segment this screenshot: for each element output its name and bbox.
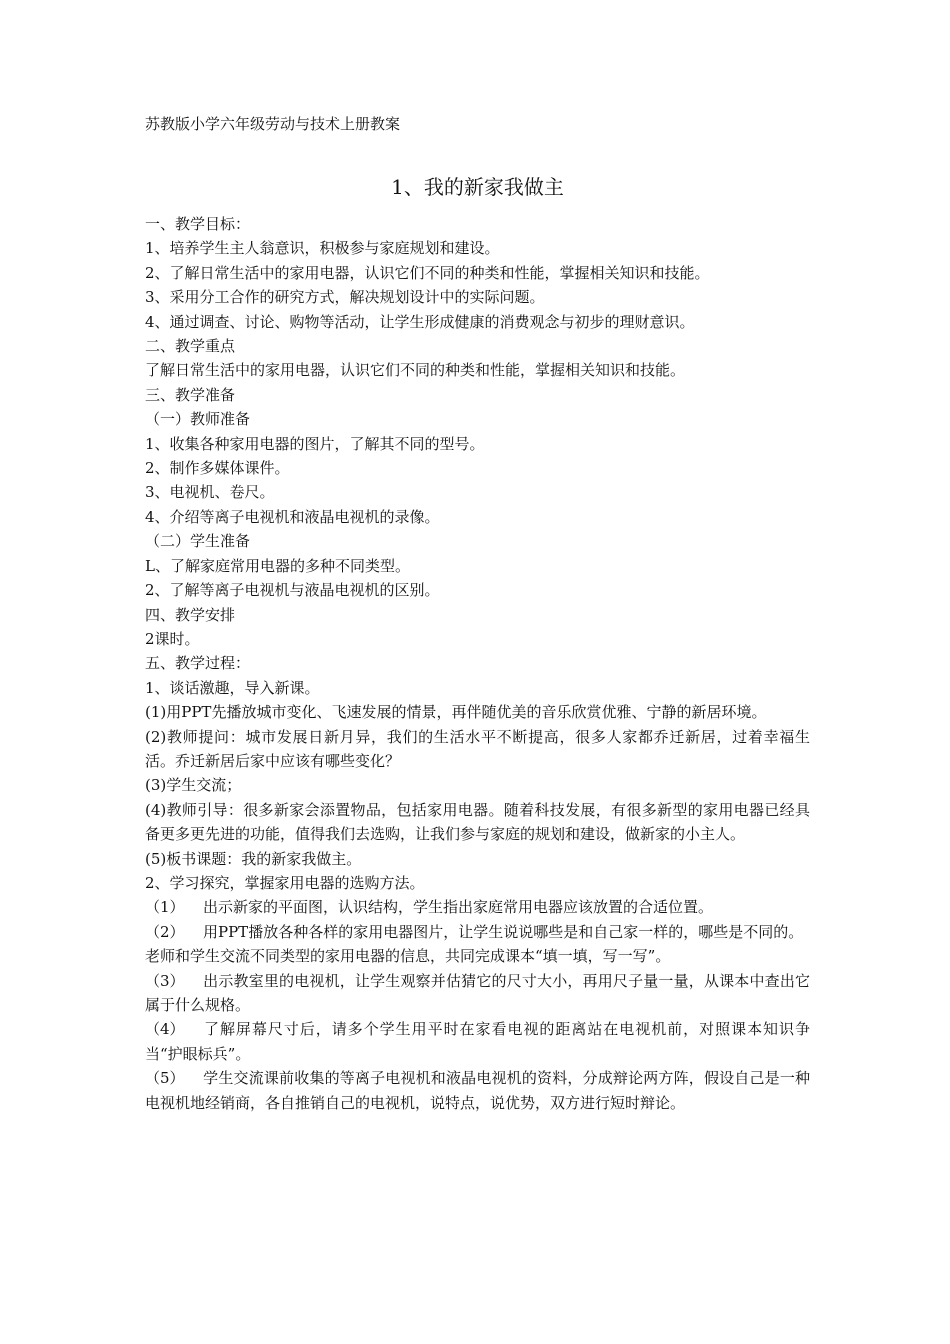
document-header: 苏教版小学六年级劳动与技术上册教案 xyxy=(145,115,401,133)
prep-item: 1、收集各种家用电器的图片，了解其不同的型号。 xyxy=(145,434,485,453)
schedule-text: 2课时。 xyxy=(145,629,200,648)
prep-item: 2、制作多媒体课件。 xyxy=(145,459,290,478)
process-substep: (4)教师引导：很多新家会添置物品，包括家用电器。随着科技发展，有很多新型的家用电器已经具备更多更先进的功能，值得我们去选购，让我们参与家庭的规划和建设，做新家的小主人。 xyxy=(145,800,810,844)
process-substep: (3)学生交流； xyxy=(145,776,242,795)
lesson-title: 1、我的新家我做主 xyxy=(391,175,564,199)
step-text: 学生交流课前收集的等离子电视机和液晶电视机的资料，分成辩论两方阵，假设自己是一种电视机地经销商，各自推销自己的电视机，说特点，说优势，双方进行短时辩论。 xyxy=(145,1069,810,1112)
prep-item: 2、了解等离子电视机与液晶电视机的区别。 xyxy=(145,581,440,600)
step-number: （1） xyxy=(145,898,185,917)
step-text: 了解屏幕尺寸后，请多个学生用平时在家看电视的距离站在电视机前，对照课本知识争当“护眼标兵”。 xyxy=(145,1020,810,1063)
section-heading-objectives: 一、教学目标： xyxy=(145,215,251,233)
objective-item: 1、培养学生主人翁意识，积极参与家庭规划和建设。 xyxy=(145,239,500,258)
process-substep: (5)板书课题：我的新家我做主。 xyxy=(145,849,362,868)
objective-item: 3、采用分工合作的研究方式，解决规划设计中的实际问题。 xyxy=(145,288,545,307)
subsection-heading-student-prep: （二）学生准备 xyxy=(145,532,251,551)
section-heading-key-points: 二、教学重点 xyxy=(145,337,236,356)
step-text: 用PPT播放各种各样的家用电器图片，让学生说说哪些是和自己家一样的，哪些是不同的。 xyxy=(203,922,804,941)
prep-item: 4、介绍等离子电视机和液晶电视机的录像。 xyxy=(145,507,440,526)
step-text: 出示新家的平面图，认识结构，学生指出家庭常用电器应该放置的合适位置。 xyxy=(203,898,714,917)
section-heading-preparation: 三、教学准备 xyxy=(145,385,236,404)
numbered-step xyxy=(145,1017,810,1066)
objective-item: 2、了解日常生活中的家用电器，认识它们不同的种类和性能，掌握相关知识和技能。 xyxy=(145,263,710,282)
section-heading-schedule: 四、教学安排 xyxy=(145,605,236,624)
objective-item: 4、通过调查、讨论、购物等活动，让学生形成健康的消费观念与初步的理财意识。 xyxy=(145,312,695,331)
step-number: （5） xyxy=(145,1069,185,1088)
process-substep: (1)用PPT先播放城市变化、飞速发展的情景，再伴随优美的音乐欣赏优雅、宁静的新居环境。 xyxy=(145,703,767,722)
numbered-step xyxy=(145,895,810,919)
process-step: 1、谈话激趣，导入新课。 xyxy=(145,678,320,697)
numbered-step xyxy=(145,1066,810,1115)
numbered-step xyxy=(145,969,810,1018)
key-point-text: 了解日常生活中的家用电器，认识它们不同的种类和性能，掌握相关知识和技能。 xyxy=(145,361,686,380)
step-number: （4） xyxy=(145,1020,185,1039)
body-paragraph: 老师和学生交流不同类型的家用电器的信息，共同完成课本“填一填，写一写”。 xyxy=(145,947,671,966)
numbered-step xyxy=(145,920,810,944)
step-number: （2） xyxy=(145,922,185,941)
process-step: 2、学习探究，掌握家用电器的选购方法。 xyxy=(145,873,425,892)
document-page xyxy=(145,112,810,1115)
prep-item: 3、电视机、卷尺。 xyxy=(145,483,275,502)
process-substep: (2)教师提问：城市发展日新月异，我们的生活水平不断提高，很多人家都乔迁新居，过着幸福生活。乔迁新居后家中应该有哪些变化？ xyxy=(145,727,810,770)
step-text: 出示教室里的电视机，让学生观察并估猜它的尺寸大小，再用尺子量一量，从课本中查出它属于什么规格。 xyxy=(145,971,810,1014)
step-number: （3） xyxy=(145,971,185,990)
prep-item: L、了解家庭常用电器的多种不同类型。 xyxy=(145,556,410,575)
subsection-heading-teacher-prep: （一）教师准备 xyxy=(145,410,251,429)
section-heading-process: 五、教学过程： xyxy=(145,654,251,673)
